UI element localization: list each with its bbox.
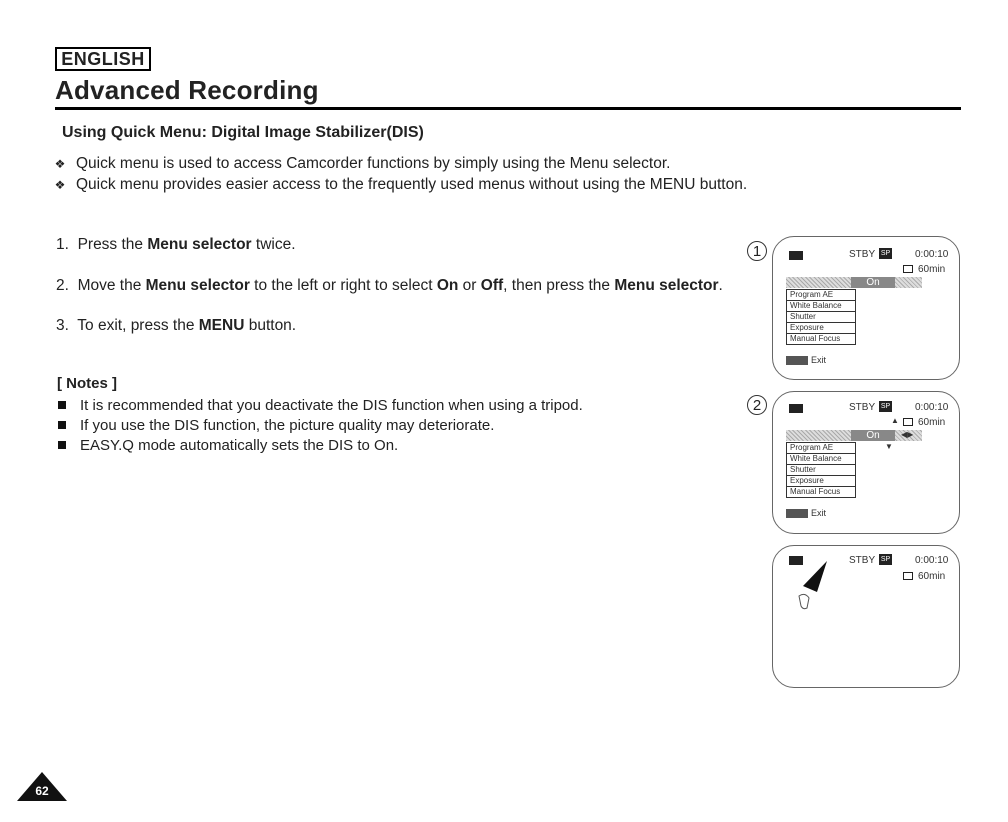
notes-heading: [ Notes ] bbox=[57, 375, 117, 392]
language-label: ENGLISH bbox=[55, 47, 151, 71]
lcd-screen-2 bbox=[772, 391, 960, 534]
menu-item: Exposure bbox=[787, 476, 855, 487]
quick-menu-list bbox=[786, 289, 856, 345]
menu-button-icon bbox=[786, 356, 808, 365]
timecode: 0:00:10 bbox=[915, 555, 949, 566]
tape-icon bbox=[903, 265, 913, 273]
page-title: Advanced Recording bbox=[55, 75, 319, 105]
quick-menu-list bbox=[786, 442, 856, 498]
note-item: If you use the DIS function, the picture quality may deteriorate. bbox=[58, 417, 494, 434]
step-2: 2. Move the Menu selector to the left or right to select On or Off, then press the Menu selector. bbox=[56, 277, 723, 294]
menu-item: Exposure bbox=[787, 323, 855, 334]
dis-on-value: On bbox=[851, 277, 895, 288]
step-1: 1. Press the Menu selector twice. bbox=[56, 236, 296, 253]
remaining-time: 60min bbox=[918, 417, 946, 428]
square-bullet-icon bbox=[58, 441, 66, 449]
diamond-bullet-icon: ❖ bbox=[54, 178, 66, 192]
menu-item: White Balance bbox=[787, 454, 855, 465]
menu-item: Shutter bbox=[787, 465, 855, 476]
intro-bullet: ❖ Quick menu is used to access Camcorder functions by simply using the Menu selector. bbox=[52, 154, 670, 174]
remaining-time: 60min bbox=[918, 264, 946, 275]
menu-item: Shutter bbox=[787, 312, 855, 323]
left-right-arrows-icon: ◀▶ bbox=[901, 430, 914, 439]
menu-button-icon bbox=[786, 509, 808, 518]
square-bullet-icon bbox=[58, 401, 66, 409]
tape-icon bbox=[903, 572, 913, 580]
step-number-2: 2 bbox=[747, 395, 767, 415]
title-rule bbox=[55, 107, 961, 110]
step-number-1: 1 bbox=[747, 241, 767, 261]
exit-label: Exit bbox=[811, 355, 827, 365]
lcd-screen-1 bbox=[772, 236, 960, 380]
timecode: 0:00:10 bbox=[915, 249, 949, 260]
remaining-time: 60min bbox=[918, 571, 946, 582]
lcd-screen-3 bbox=[772, 545, 960, 688]
dis-on-value: On bbox=[851, 430, 895, 441]
section-subtitle: Using Quick Menu: Digital Image Stabilizer(DIS) bbox=[62, 124, 424, 141]
menu-item: Program AE bbox=[787, 290, 855, 301]
intro-bullet: ❖ Quick menu provides easier access to the frequently used menus without using the MENU button. bbox=[52, 175, 747, 195]
timecode: 0:00:10 bbox=[915, 402, 949, 413]
sp-mode-badge: SP bbox=[880, 556, 891, 563]
note-item: It is recommended that you deactivate the DIS function when using a tripod. bbox=[58, 397, 583, 414]
menu-item: Manual Focus bbox=[790, 487, 841, 496]
page-number: 62 bbox=[35, 784, 49, 798]
menu-item: White Balance bbox=[787, 301, 855, 312]
square-bullet-icon bbox=[58, 421, 66, 429]
diamond-bullet-icon: ❖ bbox=[54, 157, 66, 171]
tape-icon bbox=[903, 418, 913, 426]
standby-label: STBY bbox=[849, 402, 876, 413]
note-item: EASY.Q mode automatically sets the DIS to On. bbox=[58, 437, 398, 454]
menu-item: Manual Focus bbox=[790, 334, 841, 343]
dis-hand-icon bbox=[793, 556, 833, 612]
camera-mode-icon bbox=[789, 404, 803, 413]
sp-mode-badge: SP bbox=[880, 250, 891, 257]
camera-mode-icon bbox=[789, 251, 803, 260]
up-arrow-icon: ▲ bbox=[891, 416, 899, 425]
menu-item: Program AE bbox=[787, 443, 855, 454]
exit-label: Exit bbox=[811, 508, 827, 518]
down-arrow-icon: ▼ bbox=[885, 442, 893, 451]
standby-label: STBY bbox=[849, 249, 876, 260]
standby-label: STBY bbox=[849, 555, 876, 566]
sp-mode-badge: SP bbox=[880, 403, 891, 410]
step-3: 3. To exit, press the MENU button. bbox=[56, 317, 297, 334]
